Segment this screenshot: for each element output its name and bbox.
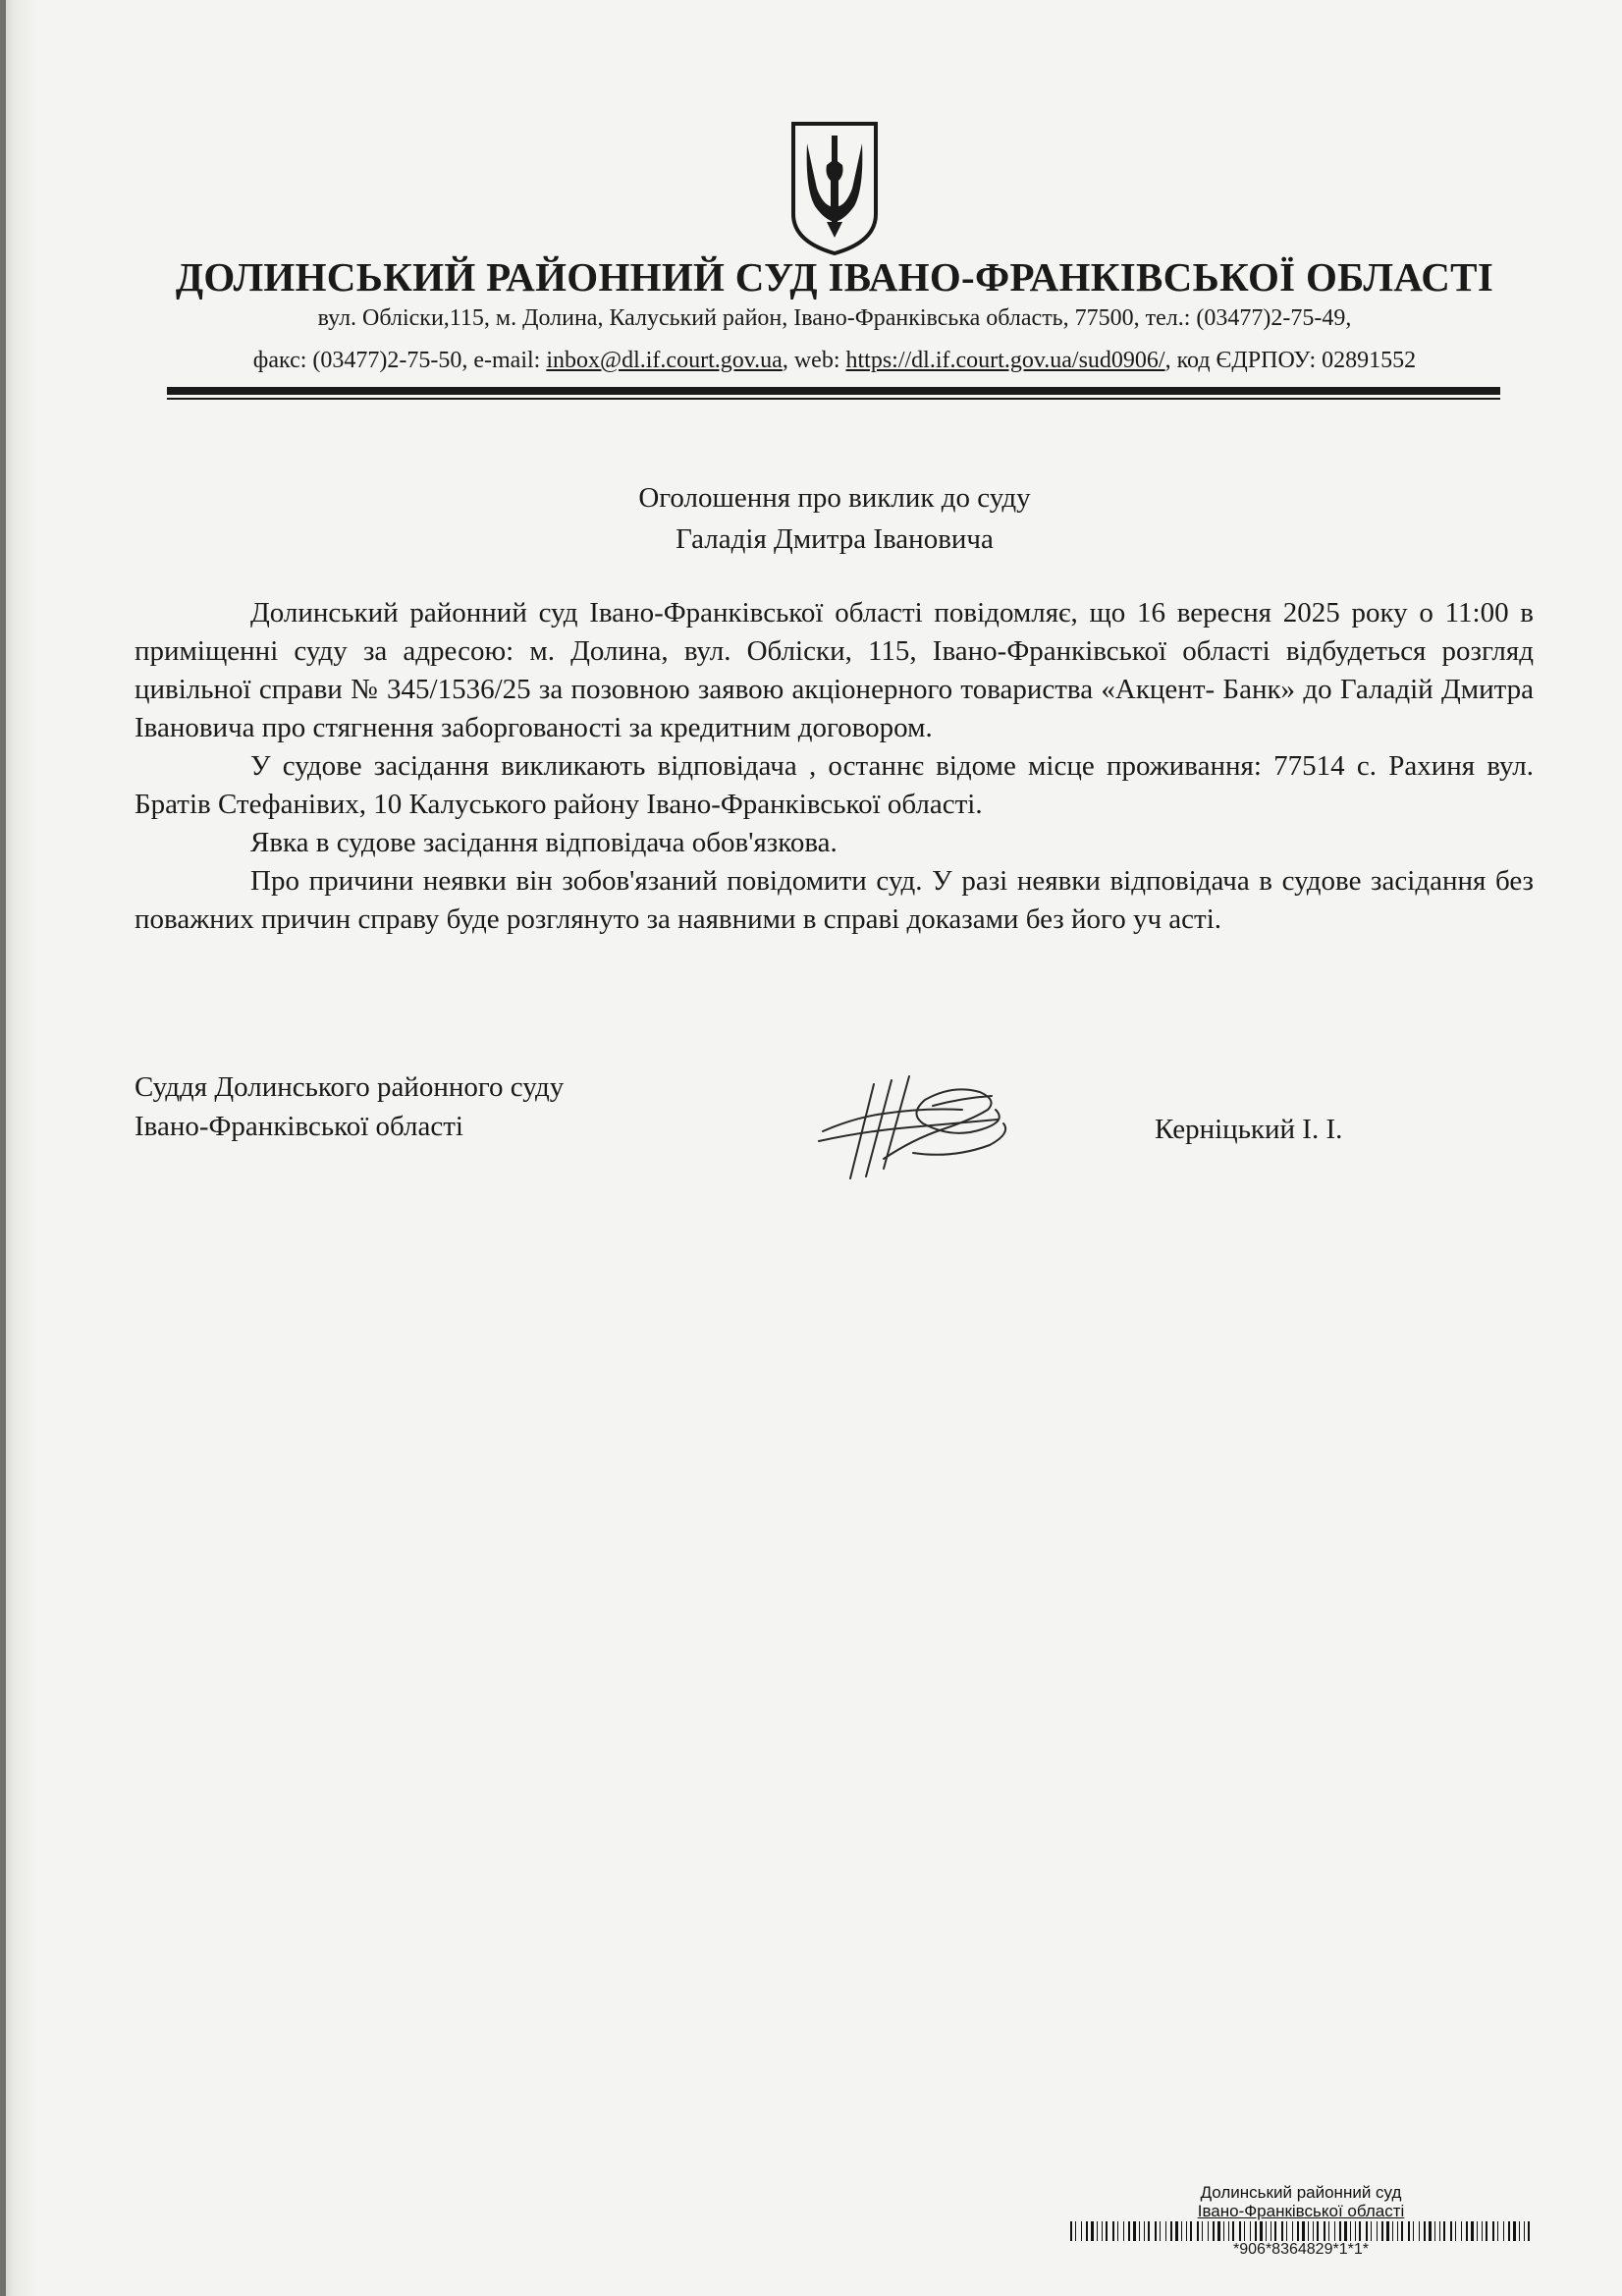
barcode-code: *906*8364829*1*1*: [1233, 2241, 1369, 2258]
judge-title: [135, 1067, 564, 1146]
web-label: , web:: [782, 348, 846, 373]
email-link[interactable]: inbox@dl.if.court.gov.ua: [546, 348, 783, 373]
judge-title-line2: Івано-Франківської області: [135, 1111, 463, 1142]
paragraph-attendance: Явка в судове засідання відповідача обов'язкова.: [250, 827, 838, 858]
court-title: ДОЛИНСЬКИЙ РАЙОННИЙ СУД ІВАНО-ФРАНКІВСЬКОЇ ОБЛАСТІ: [175, 254, 1494, 300]
header-divider: [167, 387, 1500, 395]
judge-title-line1: Суддя Долинського районного суду: [135, 1071, 565, 1103]
court-address: вул. Обліски,115, м. Долина, Калуський район, Івано-Франківська область, 77500, тел.: (03477)2-75-49,: [317, 305, 1352, 331]
paragraph-absence: Про причини неявки він зобов'язаний повідомити суд. У разі неявки відповідача в судове засідання без поважних причин справу буде розглянуто за наявними в справі доказами без його уч асті.: [135, 865, 1534, 935]
handwritten-signature: [815, 1070, 1021, 1188]
registration-stamp: [1070, 2183, 1532, 2259]
announcement-title: Оголошення про виклик до суду: [638, 482, 1031, 514]
trident-emblem-icon: [787, 120, 882, 257]
website-link[interactable]: https://dl.if.court.gov.ua/sud0906/: [845, 348, 1165, 373]
fax-text: факс: (03477)2-75-50, e-mail:: [252, 348, 547, 373]
court-contacts: [147, 348, 1522, 374]
edrpou-text: , код ЄДРПОУ: 02891552: [1164, 348, 1417, 373]
scan-edge: [0, 0, 6, 2296]
stamp-region: Івано-Франківської області: [1197, 2202, 1405, 2220]
paragraph-summons: У судове засідання викликають відповідача , останнє відоме місце проживання: 77514 с. Рахиня вул. Братів Стефанівих, 10 Калуського району Івано-Франківської області.: [135, 750, 1534, 820]
announcement-person: Галадія Дмитра Івановича: [676, 523, 994, 555]
judge-name: Керніцький І. І.: [1155, 1114, 1343, 1145]
stamp-court-name: Долинський районний суд: [1200, 2183, 1402, 2202]
header-divider-thin: [167, 398, 1500, 400]
barcode: [1070, 2221, 1532, 2241]
paragraph-hearing: Долинський районний суд Івано-Франківської області повідомляє, що 16 вересня 2025 року о 11:00 в приміщенні суду за адресою: м. Долина, вул. Обліски, 115, Івано-Франківської області відбудеться розгляд цивільної справи № 345/1536/25 за позовною заявою акціонерного товариства «Акцент- Банк» до Галадій Дмитра Івановича про стягнення заборгованості за кредитним договором.: [135, 597, 1534, 743]
announcement-body: [135, 594, 1534, 939]
